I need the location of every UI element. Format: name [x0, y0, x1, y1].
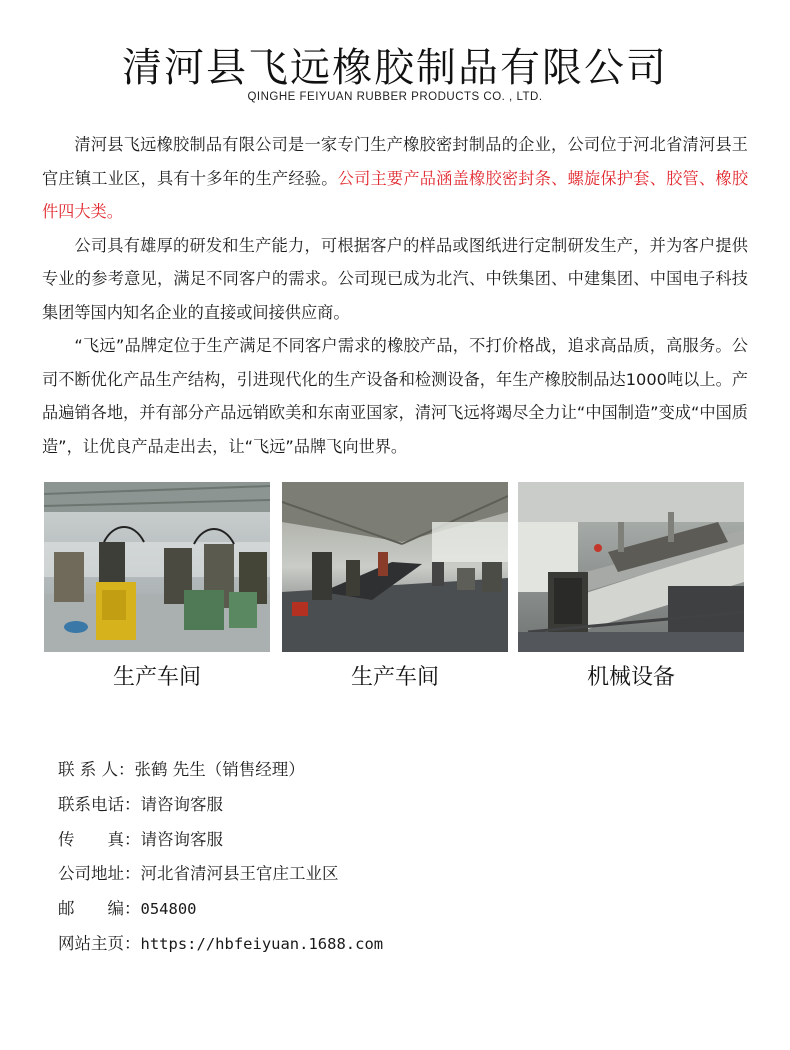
contact-postcode-label: 邮 编：	[58, 899, 141, 919]
contact-fax-row	[58, 823, 383, 858]
company-introduction	[42, 128, 748, 463]
contact-person-value: 张鹤 先生（销售经理）	[134, 760, 305, 779]
workshop-photo-2-caption: 生产车间	[350, 665, 439, 690]
company-english-name: QINGHE FEIYUAN RUBBER PRODUCTS CO. , LTD.	[247, 91, 543, 103]
contact-person-row	[58, 753, 383, 788]
contact-phone-row	[58, 788, 383, 823]
contact-address-value: 河北省清河县王官庄工业区	[140, 864, 339, 884]
company-title: 清河县飞远橡胶制品有限公司	[122, 45, 668, 91]
machinery-photo	[518, 482, 744, 652]
contact-website-link[interactable]: https://hbfeiyuan.1688.com	[140, 934, 384, 953]
contact-phone-label: 联系电话：	[58, 794, 141, 814]
contact-postcode-value: 054800	[140, 900, 197, 919]
contact-info	[58, 753, 383, 962]
contact-fax-label: 传 真：	[58, 829, 141, 849]
workshop-photo-2	[282, 482, 508, 652]
intro-paragraph-1	[42, 128, 748, 229]
workshop-photo-1	[44, 482, 270, 652]
contact-website-label: 网站主页：	[58, 933, 141, 953]
contact-phone-value: 请咨询客服	[140, 794, 223, 814]
main-products-highlight: 公司主要产品涵盖橡胶密封条、螺旋保护套、胶管、橡胶件四大类。	[42, 168, 749, 221]
contact-person-label: 联 系 人：	[58, 760, 135, 779]
workshop-photo-1-caption: 生产车间	[112, 665, 201, 690]
contact-address-label: 公司地址：	[58, 864, 141, 884]
intro-paragraph-3: “飞远”品牌定位于生产满足不同客户需求的橡胶产品，不打价格战，追求高品质，高服务。公司不断优化产品生产结构，引进现代化的生产设备和检测设备，年生产橡胶制品达1000吨以上。产品遍销各地，并有部分产品远销欧美和东南亚国家，清河飞远将竭尽全力让“中国制造”变成“中国质造”，让优良产品走出去，让“飞远”品牌飞向世界。	[42, 336, 748, 456]
contact-address-row	[58, 857, 383, 892]
contact-website-row	[58, 927, 383, 962]
contact-postcode-row	[58, 892, 383, 927]
intro-paragraph-2: 公司具有雄厚的研发和生产能力，可根据客户的样品或图纸进行定制研发生产，并为客户提供专业的参考意见，满足不同客户的需求。公司现已成为北汽、中铁集团、中建集团、中国电子科技集团等国内知名企业的直接或间接供应商。	[42, 235, 748, 322]
machinery-photo-caption: 机械设备	[586, 665, 675, 690]
contact-fax-value: 请咨询客服	[140, 829, 223, 849]
intro-paragraph-1-text: 清河县飞远橡胶制品有限公司是一家专门生产橡胶密封制品的企业，公司位于河北省清河县王官庄镇工业区，具有十多年的生产经验。	[42, 135, 748, 188]
